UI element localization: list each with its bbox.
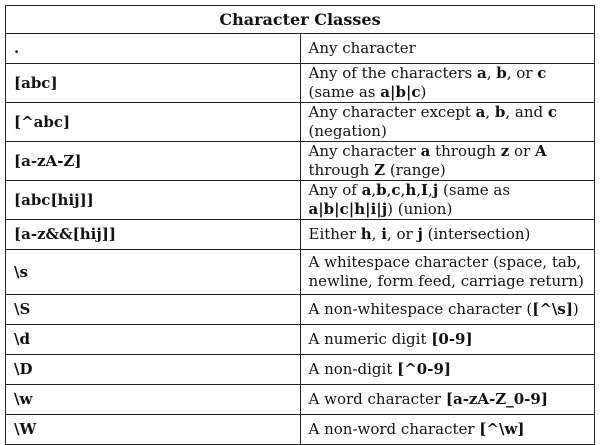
description-emphasis: a|b|c|h|i|j bbox=[308, 200, 388, 218]
description-text: , bbox=[400, 181, 406, 199]
description-emphasis: [^0-9] bbox=[397, 360, 451, 378]
description-text: (same as bbox=[308, 83, 381, 101]
pattern-cell: \d bbox=[6, 325, 301, 355]
pattern-cell: \W bbox=[6, 415, 301, 445]
description-text: through bbox=[308, 161, 375, 179]
description-cell bbox=[300, 142, 595, 181]
description-text: , bbox=[416, 181, 421, 199]
description-emphasis: c bbox=[391, 181, 401, 199]
description-cell bbox=[300, 181, 595, 220]
description-emphasis: Z bbox=[374, 161, 386, 179]
description-emphasis: j bbox=[432, 181, 439, 199]
pattern-cell: . bbox=[6, 34, 301, 64]
description-emphasis: i bbox=[381, 225, 387, 243]
description-text: Any of bbox=[308, 181, 362, 199]
pattern-cell: [^abc] bbox=[6, 103, 301, 142]
character-classes-table bbox=[5, 5, 595, 445]
description-text: , and bbox=[505, 103, 548, 121]
pattern-cell: [abc[hij]] bbox=[6, 181, 301, 220]
table-row bbox=[6, 385, 595, 415]
description-emphasis: a bbox=[361, 181, 372, 199]
description-emphasis: c bbox=[537, 64, 547, 82]
table-row bbox=[6, 295, 595, 325]
description-emphasis: a bbox=[475, 103, 486, 121]
character-classes-table-container bbox=[5, 5, 595, 445]
description-text: , bbox=[371, 181, 377, 199]
table-row bbox=[6, 355, 595, 385]
description-text: , bbox=[371, 225, 382, 243]
description-text: (negation) bbox=[308, 122, 387, 140]
description-text: , bbox=[486, 64, 497, 82]
table-row bbox=[6, 103, 595, 142]
description-text: A whitespace character (space, tab, newline, form feed, carriage return) bbox=[308, 253, 584, 290]
pattern-cell: \D bbox=[6, 355, 301, 385]
description-emphasis: a bbox=[420, 142, 431, 160]
description-text: (intersection) bbox=[422, 225, 531, 243]
table-row bbox=[6, 181, 595, 220]
description-emphasis: j bbox=[417, 225, 423, 243]
pattern-cell: [a-zA-Z] bbox=[6, 142, 301, 181]
description-cell bbox=[300, 103, 595, 142]
description-emphasis: b bbox=[376, 181, 387, 199]
description-emphasis: [^\s] bbox=[532, 300, 573, 318]
description-emphasis: h bbox=[405, 181, 417, 199]
description-text: A non-digit bbox=[308, 360, 398, 378]
description-text: ) bbox=[420, 83, 427, 101]
description-text: , bbox=[485, 103, 495, 121]
description-cell bbox=[300, 220, 595, 250]
description-cell bbox=[300, 295, 595, 325]
description-text: A non-whitespace character ( bbox=[308, 300, 533, 318]
description-emphasis: h bbox=[360, 225, 372, 243]
description-text: Any character except bbox=[308, 103, 476, 121]
table-title: Character Classes bbox=[6, 6, 595, 34]
description-text: Any character bbox=[308, 142, 421, 160]
description-text: A non-word character bbox=[308, 420, 480, 438]
description-text: ) bbox=[572, 300, 579, 318]
description-cell bbox=[300, 250, 595, 295]
table-row bbox=[6, 34, 595, 64]
table-row bbox=[6, 220, 595, 250]
description-emphasis: c bbox=[547, 103, 558, 121]
description-emphasis: [^\w] bbox=[479, 420, 525, 438]
description-text: or bbox=[509, 142, 535, 160]
description-text: Any character bbox=[308, 39, 416, 57]
description-text: , bbox=[386, 181, 392, 199]
description-text: , or bbox=[386, 225, 418, 243]
description-text: ) (union) bbox=[387, 200, 453, 218]
description-emphasis: I bbox=[421, 181, 429, 199]
description-cell bbox=[300, 64, 595, 103]
table-row bbox=[6, 142, 595, 181]
description-emphasis: [0-9] bbox=[431, 330, 473, 348]
description-text: A word character bbox=[308, 390, 446, 408]
description-emphasis: [a-zA-Z_0-9] bbox=[445, 390, 548, 408]
description-text: Either bbox=[308, 225, 361, 243]
description-text: , bbox=[428, 181, 433, 199]
description-emphasis: b bbox=[494, 103, 506, 121]
table-row bbox=[6, 64, 595, 103]
table-row bbox=[6, 325, 595, 355]
pattern-cell: \s bbox=[6, 250, 301, 295]
description-text: through bbox=[430, 142, 501, 160]
description-text: , or bbox=[506, 64, 538, 82]
description-text: (range) bbox=[385, 161, 446, 179]
description-text: Any of the characters bbox=[308, 64, 477, 82]
table-body bbox=[6, 34, 595, 445]
description-emphasis: a|b|c bbox=[380, 83, 421, 101]
pattern-cell: [a-z&&[hij]] bbox=[6, 220, 301, 250]
description-cell bbox=[300, 325, 595, 355]
pattern-cell: [abc] bbox=[6, 64, 301, 103]
description-emphasis: b bbox=[496, 64, 507, 82]
description-cell bbox=[300, 385, 595, 415]
description-emphasis: A bbox=[534, 142, 547, 160]
description-emphasis: a bbox=[476, 64, 487, 82]
pattern-cell: \S bbox=[6, 295, 301, 325]
description-emphasis: z bbox=[500, 142, 510, 160]
description-cell bbox=[300, 34, 595, 64]
description-text: (same as bbox=[438, 181, 511, 199]
description-text: A numeric digit bbox=[308, 330, 432, 348]
table-row bbox=[6, 250, 595, 295]
description-cell bbox=[300, 355, 595, 385]
pattern-cell: \w bbox=[6, 385, 301, 415]
